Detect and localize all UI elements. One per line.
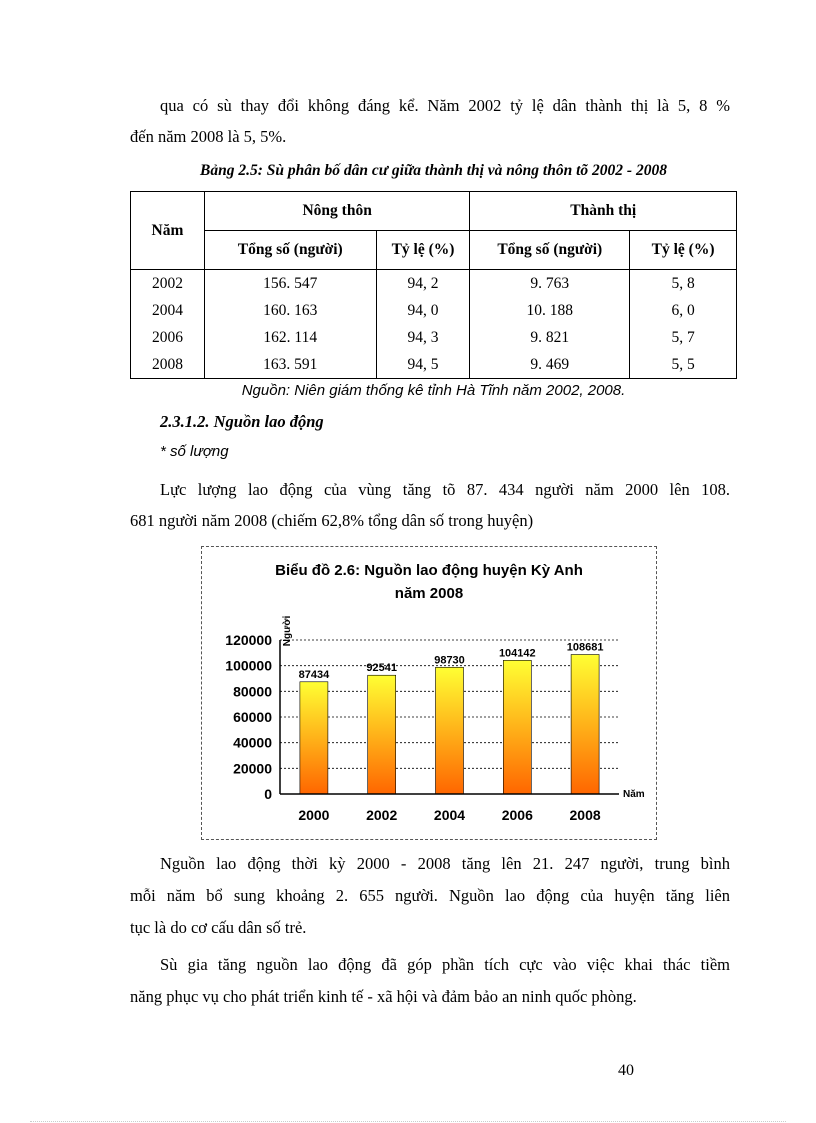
chart-xtick-label: 2008 [569, 807, 601, 823]
cell-urban-total: 10. 188 [470, 297, 630, 324]
section-heading: 2.3.1.2. Nguồn lao động [160, 412, 324, 431]
chart-xtick-label: 2006 [501, 807, 533, 823]
table-caption: Bảng 2.5: Sù phân bố dân cư giữa thành thị và nông thôn tõ 2002 - 2008 [200, 162, 667, 179]
chart-bar [368, 675, 396, 794]
chart-data-label: 98730 [434, 654, 465, 667]
table-row [131, 270, 737, 298]
population-table [130, 191, 737, 379]
header-rural-total: Tổng số (người) [204, 231, 376, 270]
chart-xtick-label: 2004 [433, 807, 466, 823]
page-number: 40 [618, 1062, 634, 1079]
header-rural-rate: Tỷ lệ (%) [376, 231, 470, 270]
cell-rural-total: 162. 114 [204, 324, 376, 351]
footer-divider [30, 1121, 786, 1122]
header-year: Năm [131, 192, 205, 270]
chart-bar [300, 682, 328, 794]
cell-rural-rate: 94, 2 [376, 270, 470, 298]
chart-ylabel: Người [282, 615, 293, 647]
labor-chart [201, 546, 657, 840]
cell-year: 2008 [131, 351, 205, 379]
section-subheading: * số lượng [160, 443, 229, 460]
section-para-line-2: 681 người năm 2008 (chiếm 62,8% tổng dân số trong huyện) [130, 511, 534, 530]
cell-urban-rate: 5, 8 [630, 270, 737, 298]
cell-urban-total: 9. 763 [470, 270, 630, 298]
table-row [131, 324, 737, 351]
cell-urban-rate: 6, 0 [630, 297, 737, 324]
cell-rural-rate: 94, 5 [376, 351, 470, 379]
chart-xlabel: Năm [623, 789, 645, 800]
chart-data-label: 104142 [498, 647, 536, 660]
cell-urban-rate: 5, 7 [630, 324, 737, 351]
closing-p2-line-2: năng phục vụ cho phát triển kinh tế - xã hội và đảm bảo an ninh quốc phòng. [130, 987, 637, 1006]
chart-data-label: 87434 [298, 668, 330, 681]
intro-line-2: đến năm 2008 là 5, 5%. [130, 127, 287, 146]
cell-rural-rate: 94, 3 [376, 324, 470, 351]
section-para-line-1: Lực lượng lao động của vùng tăng tõ 87. 434 người năm 2000 lên 108. [160, 480, 730, 499]
cell-rural-total: 160. 163 [204, 297, 376, 324]
chart-bar [503, 660, 531, 794]
cell-rural-total: 156. 547 [204, 270, 376, 298]
chart-data-label: 92541 [366, 662, 397, 675]
cell-urban-total: 9. 469 [470, 351, 630, 379]
closing-p1-line-1: Nguồn lao động thời kỳ 2000 - 2008 tăng lên 21. 247 người, trung bình [160, 854, 730, 873]
table-row [131, 351, 737, 379]
labor-chart-svg [202, 547, 656, 839]
chart-xtick-label: 2000 [298, 807, 330, 823]
chart-bar [571, 655, 599, 794]
chart-data-label: 108681 [566, 641, 604, 654]
header-rural: Nông thôn [204, 192, 470, 231]
chart-ytick-label: 0 [264, 786, 272, 802]
closing-p1-line-2: mỗi năm bổ sung khoảng 2. 655 người. Nguồn lao động của huyện tăng liên [130, 886, 730, 905]
chart-ytick-label: 80000 [233, 683, 272, 700]
cell-rural-total: 163. 591 [204, 351, 376, 379]
chart-xtick-label: 2002 [366, 807, 398, 823]
cell-year: 2006 [131, 324, 205, 351]
header-urban-total: Tổng số (người) [470, 231, 630, 270]
table-source: Nguồn: Niên giám thống kê tỉnh Hà Tĩnh năm 2002, 2008. [241, 382, 626, 399]
cell-rural-rate: 94, 0 [376, 297, 470, 324]
chart-ytick-label: 60000 [233, 709, 272, 725]
cell-year: 2002 [131, 270, 205, 298]
chart-ytick-label: 120000 [225, 632, 272, 648]
cell-year: 2004 [131, 297, 205, 324]
header-urban: Thành thị [470, 192, 737, 231]
chart-bar [436, 667, 464, 794]
chart-ytick-label: 40000 [233, 734, 272, 751]
chart-title-line-2: năm 2008 [394, 585, 464, 602]
intro-line-1: qua có sù thay đổi không đáng kể. Năm 2002 tỷ lệ dân thành thị là 5, 8 % [160, 96, 730, 115]
table-row [131, 297, 737, 324]
cell-urban-rate: 5, 5 [630, 351, 737, 379]
chart-title-line-1: Biểu đồ 2.6: Nguồn lao động huyện Kỳ Anh [275, 562, 583, 579]
closing-p1-line-3: tục là do cơ cấu dân số trẻ. [130, 918, 307, 937]
chart-ytick-label: 100000 [225, 657, 272, 674]
header-urban-rate: Tỷ lệ (%) [630, 231, 737, 270]
chart-ytick-label: 20000 [233, 760, 272, 777]
cell-urban-total: 9. 821 [470, 324, 630, 351]
closing-p2-line-1: Sù gia tăng nguồn lao động đã góp phần tích cực vào việc khai thác tiềm [160, 955, 730, 974]
